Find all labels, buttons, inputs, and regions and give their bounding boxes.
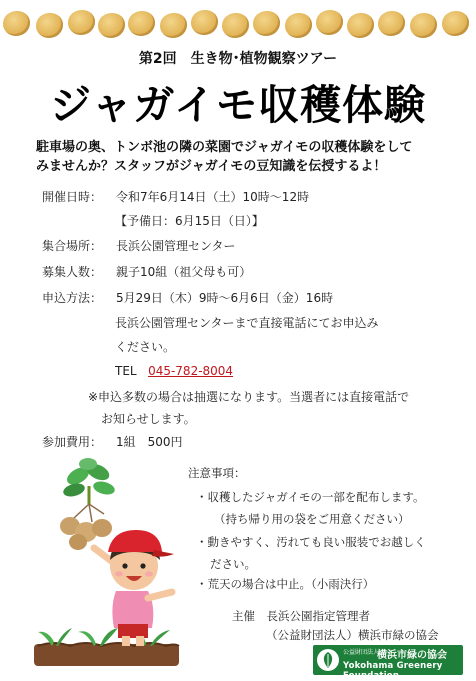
potato-icon (316, 10, 343, 35)
logo-small-text: 公益財団法人 (343, 649, 380, 656)
organizer-line: 主催 長浜公園指定管理者 (232, 609, 370, 623)
potato-icon (160, 13, 187, 38)
apply-line: 長浜公園管理センターまで直接電話にてお申込み (115, 316, 379, 330)
leaf-mark-icon (317, 649, 339, 671)
fee-label: 参加費用： (42, 435, 103, 449)
lottery-note: ※申込多数の場合は抽選になります。当選者には直接電話で (88, 390, 410, 404)
potato-icon (98, 13, 125, 38)
apply-value: 5月29日（木）9時～6月6日（金）16時 (116, 291, 334, 305)
place-label: 集合場所： (42, 239, 103, 253)
logo-english: Yokohama Greenery Foundation (343, 661, 443, 681)
apply-label: 申込方法： (42, 291, 103, 305)
notes-item: ださい。 (210, 557, 256, 571)
potato-icon (128, 11, 155, 36)
tel-number-link[interactable]: 045-782-8004 (148, 364, 234, 378)
intro-line: 駐車場の奥、トンボ池の隣の菜園でジャガイモの収穫体験をして (36, 140, 413, 155)
date-label: 開催日時： (42, 190, 103, 204)
people-row (42, 263, 251, 280)
people-label: 募集人数： (42, 265, 103, 279)
potato-plant-icon (60, 458, 116, 550)
potato-icon (68, 10, 95, 35)
event-title: ジャガイモ収穫体験 (50, 81, 426, 129)
notes-item: ・動きやすく、汚れても良い服装でお越しく (196, 535, 426, 549)
tel-row (115, 364, 233, 378)
fee-value: 1組 500円 (116, 435, 183, 449)
potato-icon (285, 13, 312, 38)
child-figure (94, 530, 174, 646)
date-value: 令和7年6月14日（土）10時～12時 (116, 190, 310, 204)
potato-icon (253, 11, 280, 36)
reserve-date: 【予備日：6月15日（日）】 (115, 214, 264, 228)
foundation-logo (313, 645, 463, 681)
notes-heading: 注意事項： (188, 466, 246, 480)
notes-item: ・収穫したジャガイモの一部を配布します。 (196, 490, 425, 504)
potato-icon (410, 13, 437, 38)
logo-name: 横浜市緑の協会 (377, 650, 447, 661)
place-value: 長浜公園管理センター (116, 239, 236, 253)
intro-text (36, 138, 446, 176)
potato-icon (378, 11, 405, 36)
notes-item: （持ち帰り用の袋をご用意ください） (214, 512, 410, 526)
people-value: 親子10組（祖父母も可） (116, 265, 252, 279)
potato-icon (191, 10, 218, 35)
potato-icon (36, 13, 63, 38)
potato-icon (442, 11, 469, 36)
tel-label: TEL (115, 364, 137, 378)
notes-item: ・荒天の場合は中止。（小雨決行） (196, 577, 375, 591)
event-subtitle: 第2回 生き物･植物観察ツアー (138, 51, 338, 67)
intro-line: みませんか？スタッフがジャガイモの豆知識を伝授するよ！ (36, 159, 387, 174)
lottery-note: お知らせします。 (101, 412, 196, 426)
apply-row (42, 289, 333, 306)
date-row (42, 188, 309, 205)
organizer-line: （公益財団法人）横浜市緑の協会 (266, 628, 439, 642)
fee-row (42, 433, 183, 450)
potato-icon (222, 13, 249, 38)
soil-ground (34, 643, 179, 666)
child-harvest-illustration (34, 456, 194, 674)
potato-icon (347, 13, 374, 38)
place-row (42, 237, 236, 254)
potato-border (0, 8, 476, 42)
apply-line: ください。 (115, 340, 176, 354)
potato-icon (3, 11, 30, 36)
